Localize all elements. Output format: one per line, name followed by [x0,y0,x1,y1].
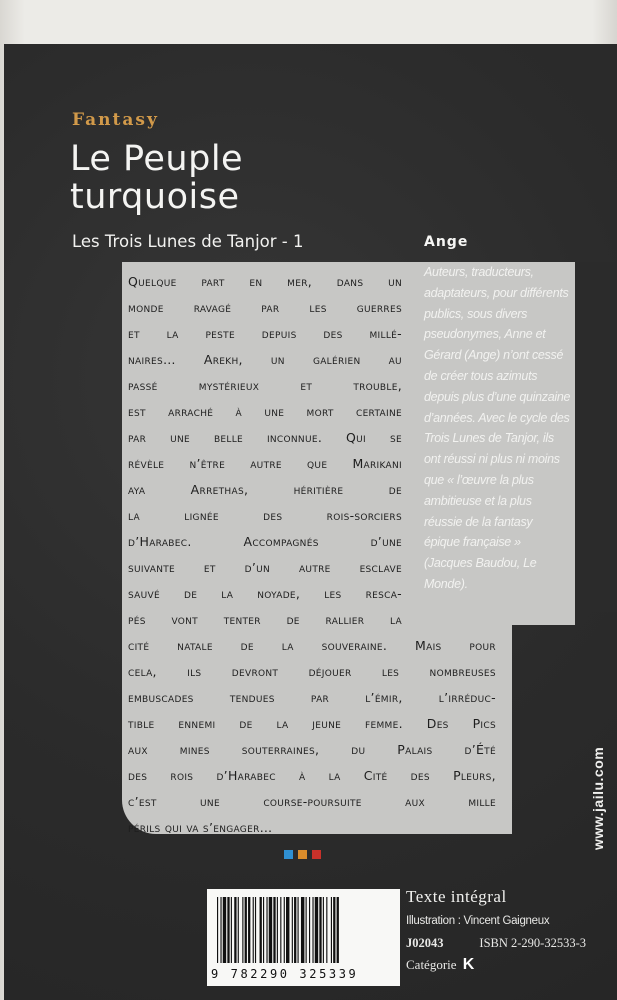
synopsis-word: les [309,300,327,315]
synopsis-word: ravagé [193,300,232,315]
bio-line: publics, sous divers [424,306,528,321]
synopsis-word: mort [306,404,334,419]
synopsis-word: devront [231,664,279,679]
synopsis-line [128,269,402,295]
synopsis-word: au [388,352,402,367]
synopsis-word: par [128,430,147,445]
synopsis-word: autre [298,560,331,575]
synopsis-word: Pics [472,716,496,731]
synopsis-word: les [381,664,400,679]
barcode-bar [260,897,262,963]
bio-line: Auteurs, traducteurs, [424,265,534,279]
barcode-bar [231,897,232,963]
barcode-bar [269,897,272,963]
publisher-website: www.jailu.com [590,746,606,850]
synopsis-word: peste [205,326,235,341]
barcode-bar [319,897,321,963]
synopsis-word: Qui [346,430,367,445]
title-line-2: turquoise [70,177,240,217]
barcode-bar [280,897,281,963]
color-dot [284,850,293,859]
synopsis-word: pés [128,612,146,627]
synopsis-word: rois [170,768,194,783]
synopsis-word: lignée [184,508,219,523]
synopsis-word: noyade, [257,586,301,601]
bio-line: épique française » [424,535,521,550]
barcode-bar [220,897,221,963]
synopsis-word: périls qui va s’engager… [128,820,273,835]
synopsis-word: suivante [128,560,176,575]
category-label: Catégorie [406,957,457,972]
bio-line: que « l’œuvre la plus [424,472,534,487]
synopsis-line [128,503,402,529]
synopsis-word: esclave [359,560,402,575]
product-codes [406,936,586,951]
synopsis-word: une [264,404,285,419]
synopsis-word: Arekh, [203,352,243,367]
isbn: ISBN 2-290-32533-3 [479,936,586,950]
synopsis-word: d’Été [464,742,496,757]
synopsis-line [128,763,496,789]
synopsis-word: aya [128,482,146,497]
synopsis-word: d’une [370,534,402,549]
synopsis-line [128,633,496,659]
synopsis-word: mer, [287,274,313,289]
synopsis-word: la [276,716,289,731]
category [406,956,474,974]
synopsis-word: et [203,560,216,575]
synopsis-word: natale [177,638,213,653]
synopsis-word: galérien [312,352,361,367]
synopsis-word: la [390,612,402,627]
synopsis-word: déjouer [308,664,352,679]
synopsis-line [128,477,402,503]
synopsis-word: pour [469,638,496,653]
barcode-bar [333,897,335,963]
synopsis-word: aux [128,742,148,757]
bio-line: d’années. Avec le cycle des [424,410,570,425]
synopsis-line [128,399,402,425]
synopsis-word: certaine [355,404,402,419]
synopsis-word: un [270,352,285,367]
synopsis-line [128,789,496,815]
synopsis-word: trouble, [353,378,402,393]
barcode-bar [337,897,339,963]
bio-line: (Jacques Baudou, Le [424,556,537,571]
synopsis-word: tenter [223,612,261,627]
synopsis-word: par [261,300,280,315]
synopsis-word: passé [128,378,158,393]
synopsis-word: resca- [365,586,402,601]
synopsis-word: Palais [397,742,433,757]
synopsis-word: à [298,768,306,783]
synopsis-word: ils [187,664,202,679]
synopsis-line [128,347,402,373]
synopsis-word: la [166,326,179,341]
synopsis-word: Accompagnés [243,534,319,549]
barcode-bar [294,897,296,963]
synopsis-word: part [201,274,225,289]
barcode-bar [273,897,275,963]
synopsis-word: belle [213,430,244,445]
color-dots [284,850,321,859]
synopsis-word: des [323,326,343,341]
synopsis-word: et [128,326,140,341]
synopsis-word: depuis [261,326,297,341]
synopsis-word: millé- [369,326,402,341]
book-title [70,140,390,216]
synopsis-word: en [249,274,263,289]
synopsis-word: Arrethas, [190,482,249,497]
synopsis-word: arraché [168,404,214,419]
barcode-bars [215,897,392,965]
synopsis-line [128,451,402,477]
synopsis-word: ennemi [178,716,216,731]
synopsis-word: de [239,716,253,731]
synopsis-word: la [281,638,294,653]
barcode-bar [234,897,236,963]
synopsis-word: une [170,430,191,445]
synopsis-word: mines [179,742,210,757]
synopsis-word: rallier [325,612,365,627]
synopsis-line [128,659,496,685]
bio-line: Monde). [424,576,468,591]
barcode-bar [255,897,256,963]
bio-line: ont réussi ni plus ni moins [424,452,560,467]
synopsis-line [128,607,402,633]
synopsis-word: tendues [229,690,275,705]
synopsis-word: la [128,508,140,523]
synopsis-word: de [388,482,402,497]
synopsis-word: femme. [365,716,403,731]
bio-line: pseudonymes, Anne et [424,327,546,342]
bio-line: depuis plus d’une quinzaine [424,389,571,404]
synopsis-line [128,685,496,711]
synopsis-word: révèle [128,456,165,471]
bio-line: Gérard (Ange) n’ont cessé [424,348,564,363]
synopsis-word: n’être [189,456,226,471]
barcode-number: 9 782290 325339 [211,967,359,981]
barcode-bar [217,897,218,963]
barcode [207,889,400,986]
barcode-bar [312,897,313,963]
synopsis-word: dans [336,274,364,289]
barcode-bar [238,897,239,963]
synopsis-line [128,529,402,555]
barcode-bar [284,897,285,963]
synopsis-word: par [310,690,330,705]
synopsis-word: la [328,768,341,783]
synopsis-word: Pleurs, [453,768,496,783]
barcode-bar [263,897,264,963]
synopsis-word: course-poursuite [263,794,362,809]
synopsis-word: l’émir, [365,690,403,705]
synopsis-word: nombreuses [429,664,496,679]
barcode-bar [315,897,318,963]
barcode-bar [253,897,254,963]
synopsis-word: souveraine. [321,638,388,653]
synopsis-word: est [128,404,146,419]
bio-line: de créer tous azimuts [424,368,538,383]
barcode-bar [323,897,324,963]
synopsis-word: rois-sorciers [326,508,402,523]
barcode-bar [301,897,304,963]
synopsis-word: autre [250,456,282,471]
author-name: Ange [424,234,469,250]
synopsis-word: de [286,612,300,627]
synopsis-word: des [128,768,148,783]
barcode-bar [326,897,327,963]
barcode-bar [223,897,226,963]
bio-line: réussie de la fantasy [424,514,533,529]
synopsis-word: des [263,508,283,523]
synopsis-line [128,581,402,607]
synopsis-word: souterraines, [241,742,320,757]
synopsis-word: Quelque [128,274,177,289]
synopsis-word: aux [405,794,425,809]
synopsis-line [128,815,496,841]
synopsis-word: d’Harabec. [128,534,192,549]
bio-line: ambitieuse et la plus [424,493,532,508]
color-dot [312,850,321,859]
synopsis-line [128,295,402,321]
barcode-bar [242,897,243,963]
synopsis-word: des [410,768,430,783]
synopsis-line [128,711,496,737]
synopsis-word: monde [128,300,164,315]
synopsis-word: naires… [128,352,176,367]
synopsis-word: c’est [128,794,157,809]
synopsis-word: et [300,378,313,393]
synopsis-line [128,737,496,763]
synopsis-word: de [240,638,254,653]
synopsis-word: Des [426,716,449,731]
barcode-bar [309,897,310,963]
genre-label: Fantasy [72,110,159,130]
synopsis-word: de [183,586,198,601]
synopsis-word: un [388,274,402,289]
color-dot [298,850,307,859]
synopsis-word: embuscades [128,690,194,705]
bio-line: Trois Lunes de Tanjor, ils [424,431,554,446]
title-line-1: Le Peuple [70,139,244,179]
product-code: J02043 [406,936,444,950]
synopsis-word: sauvé [128,586,160,601]
synopsis-word: d’un [244,560,271,575]
synopsis-word: la [221,586,234,601]
author-bio [424,262,594,595]
illustration-credit: Illustration : Vincent Gaigneux [406,915,550,927]
synopsis-line [128,373,402,399]
synopsis-word: inconnue. [266,430,323,445]
bio-line: adaptateurs, pour différents [424,285,569,300]
barcode-bar [248,897,250,963]
synopsis-word: que [307,456,328,471]
synopsis-word: mille [468,794,496,809]
barcode-bar [286,897,289,963]
barcode-bar [227,897,229,963]
synopsis-word: cité [128,638,150,653]
texte-integral: Texte intégral [406,887,507,906]
synopsis-word: jeune [312,716,342,731]
synopsis-line [128,425,402,451]
synopsis-word: à [235,404,243,419]
synopsis-word: se [389,430,402,445]
synopsis-word: d’Harabec [216,768,276,783]
category-value: K [462,956,475,973]
synopsis-word: du [351,742,366,757]
synopsis-word: Marikani [352,456,402,471]
synopsis-word: les [324,586,342,601]
synopsis-line [128,555,402,581]
synopsis-line [128,321,402,347]
synopsis-word: une [200,794,220,809]
synopsis-word: mystérieux [198,378,260,393]
barcode-bar [298,897,299,963]
barcode-bar [266,897,267,963]
barcode-bar [245,897,247,963]
barcode-bar [306,897,307,963]
barcode-bar [331,897,332,963]
synopsis-word: tible [128,716,155,731]
series-name: Les Trois Lunes de Tanjor - 1 [72,232,304,251]
synopsis-word: guerres [356,300,402,315]
synopsis-word: cela, [128,664,157,679]
synopsis-word: Cité [363,768,388,783]
synopsis-word: l’irréduc- [438,690,496,705]
synopsis-word: Mais [415,638,442,653]
synopsis-word: vont [171,612,198,627]
synopsis-word: héritière [293,482,344,497]
barcode-bar [277,897,278,963]
barcode-bar [292,897,293,963]
